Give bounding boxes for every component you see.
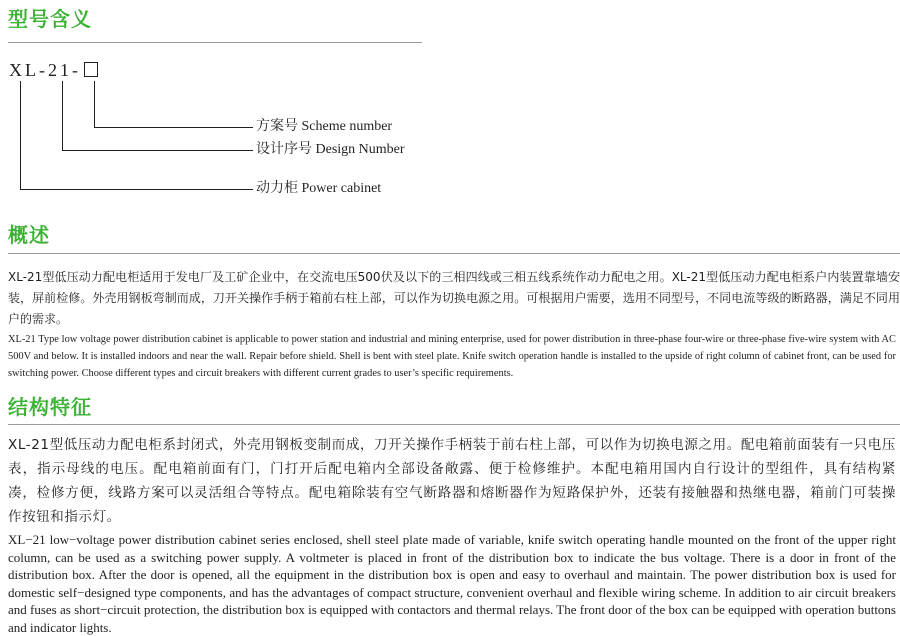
overview-paragraph-en: XL-21 Type low voltage power distribution cabinet is applicable to power station and industrial and mining enterprise, used for power distribution in three-phase four-wire or three-phase five-wire system with AC 500V and below. It is installed indoors and near the wall. Repair before shield. Shell is bent with steel plate. Knife switch operation handle is installed to the upside of right column of cabinet front, can be used for switching power. Choose different types and circuit breakers with different current grades to user’s specific requirements. (8, 334, 896, 379)
model-code (9, 59, 98, 81)
structure-paragraph-en: XL−21 low−voltage power distribution cabinet series enclosed, shell steel plate made of variable, knife switch operating handle mounted on the front of the upper right column, can be used as a switching power supply. A voltmeter is placed in front of the distribution box to indicate the bus voltage. There is a door in front of the distribution box. After the door is opened, all the equipment in the distribution box is open and easy to overhaul and maintain. The power distribution box is used for domestic self−designed type components, and has the advantages of compact structure, convenient overhaul and flexible wiring scheme. In addition to air circuit breakers and fuses as short−circuit protection, the distribution box is equipped with contactors and thermal relays. The front door of the box can be equipped with operation buttons and indicator lights. (8, 532, 896, 635)
legend-scheme-number: 方案号 Scheme number (256, 119, 393, 134)
section-divider (8, 42, 422, 43)
section-divider (8, 424, 900, 425)
leader-line-cabinet (20, 81, 253, 190)
legend-power-cabinet: 动力柜 Power cabinet (256, 181, 382, 196)
scheme-number-box (84, 62, 98, 77)
model-code-text: XL-21- (9, 60, 81, 80)
section-heading-structure: 结构特征 (8, 395, 92, 419)
overview-paragraph-cn: XL-21型低压动力配电柜适用于发电厂及工矿企业中，在交流电压500伏及以下的三相四线或三相五线系统作动力配电之用。XL-21型低压动力配电柜系户内装置靠墙安装，屏前检修。外壳用钢板弯制而成，刀开关操作手柄于箱前右柱上部，可以作为切换电源之用。可根据用户需要，选用不同型号，不同电流等级的断路器，满足不同用户的需求。 (8, 270, 900, 326)
section-heading-model-meaning: 型号含义 (8, 7, 92, 31)
section-heading-overview: 概述 (8, 223, 50, 247)
legend-design-number: 设计序号 Design Number (256, 142, 405, 157)
structure-paragraph-cn: XL-21型低压动力配电柜系封闭式，外壳用钢板变制而成，刀开关操作手柄装于前右柱上部，可以作为切换电源之用。配电箱前面装有一只电压表，指示母线的电压。配电箱前面有门，门打开后配电箱内全部设备敞露、便于检修维护。本配电箱用国内自行设计的型组件，具有结构紧凑，检修方便，线路方案可以灵活组合等特点。配电箱除装有空气断路器和熔断器作为短路保护外，还装有接触器和热继电器，箱前门可装操作按钮和指示灯。 (8, 437, 896, 525)
section-divider (8, 253, 900, 254)
